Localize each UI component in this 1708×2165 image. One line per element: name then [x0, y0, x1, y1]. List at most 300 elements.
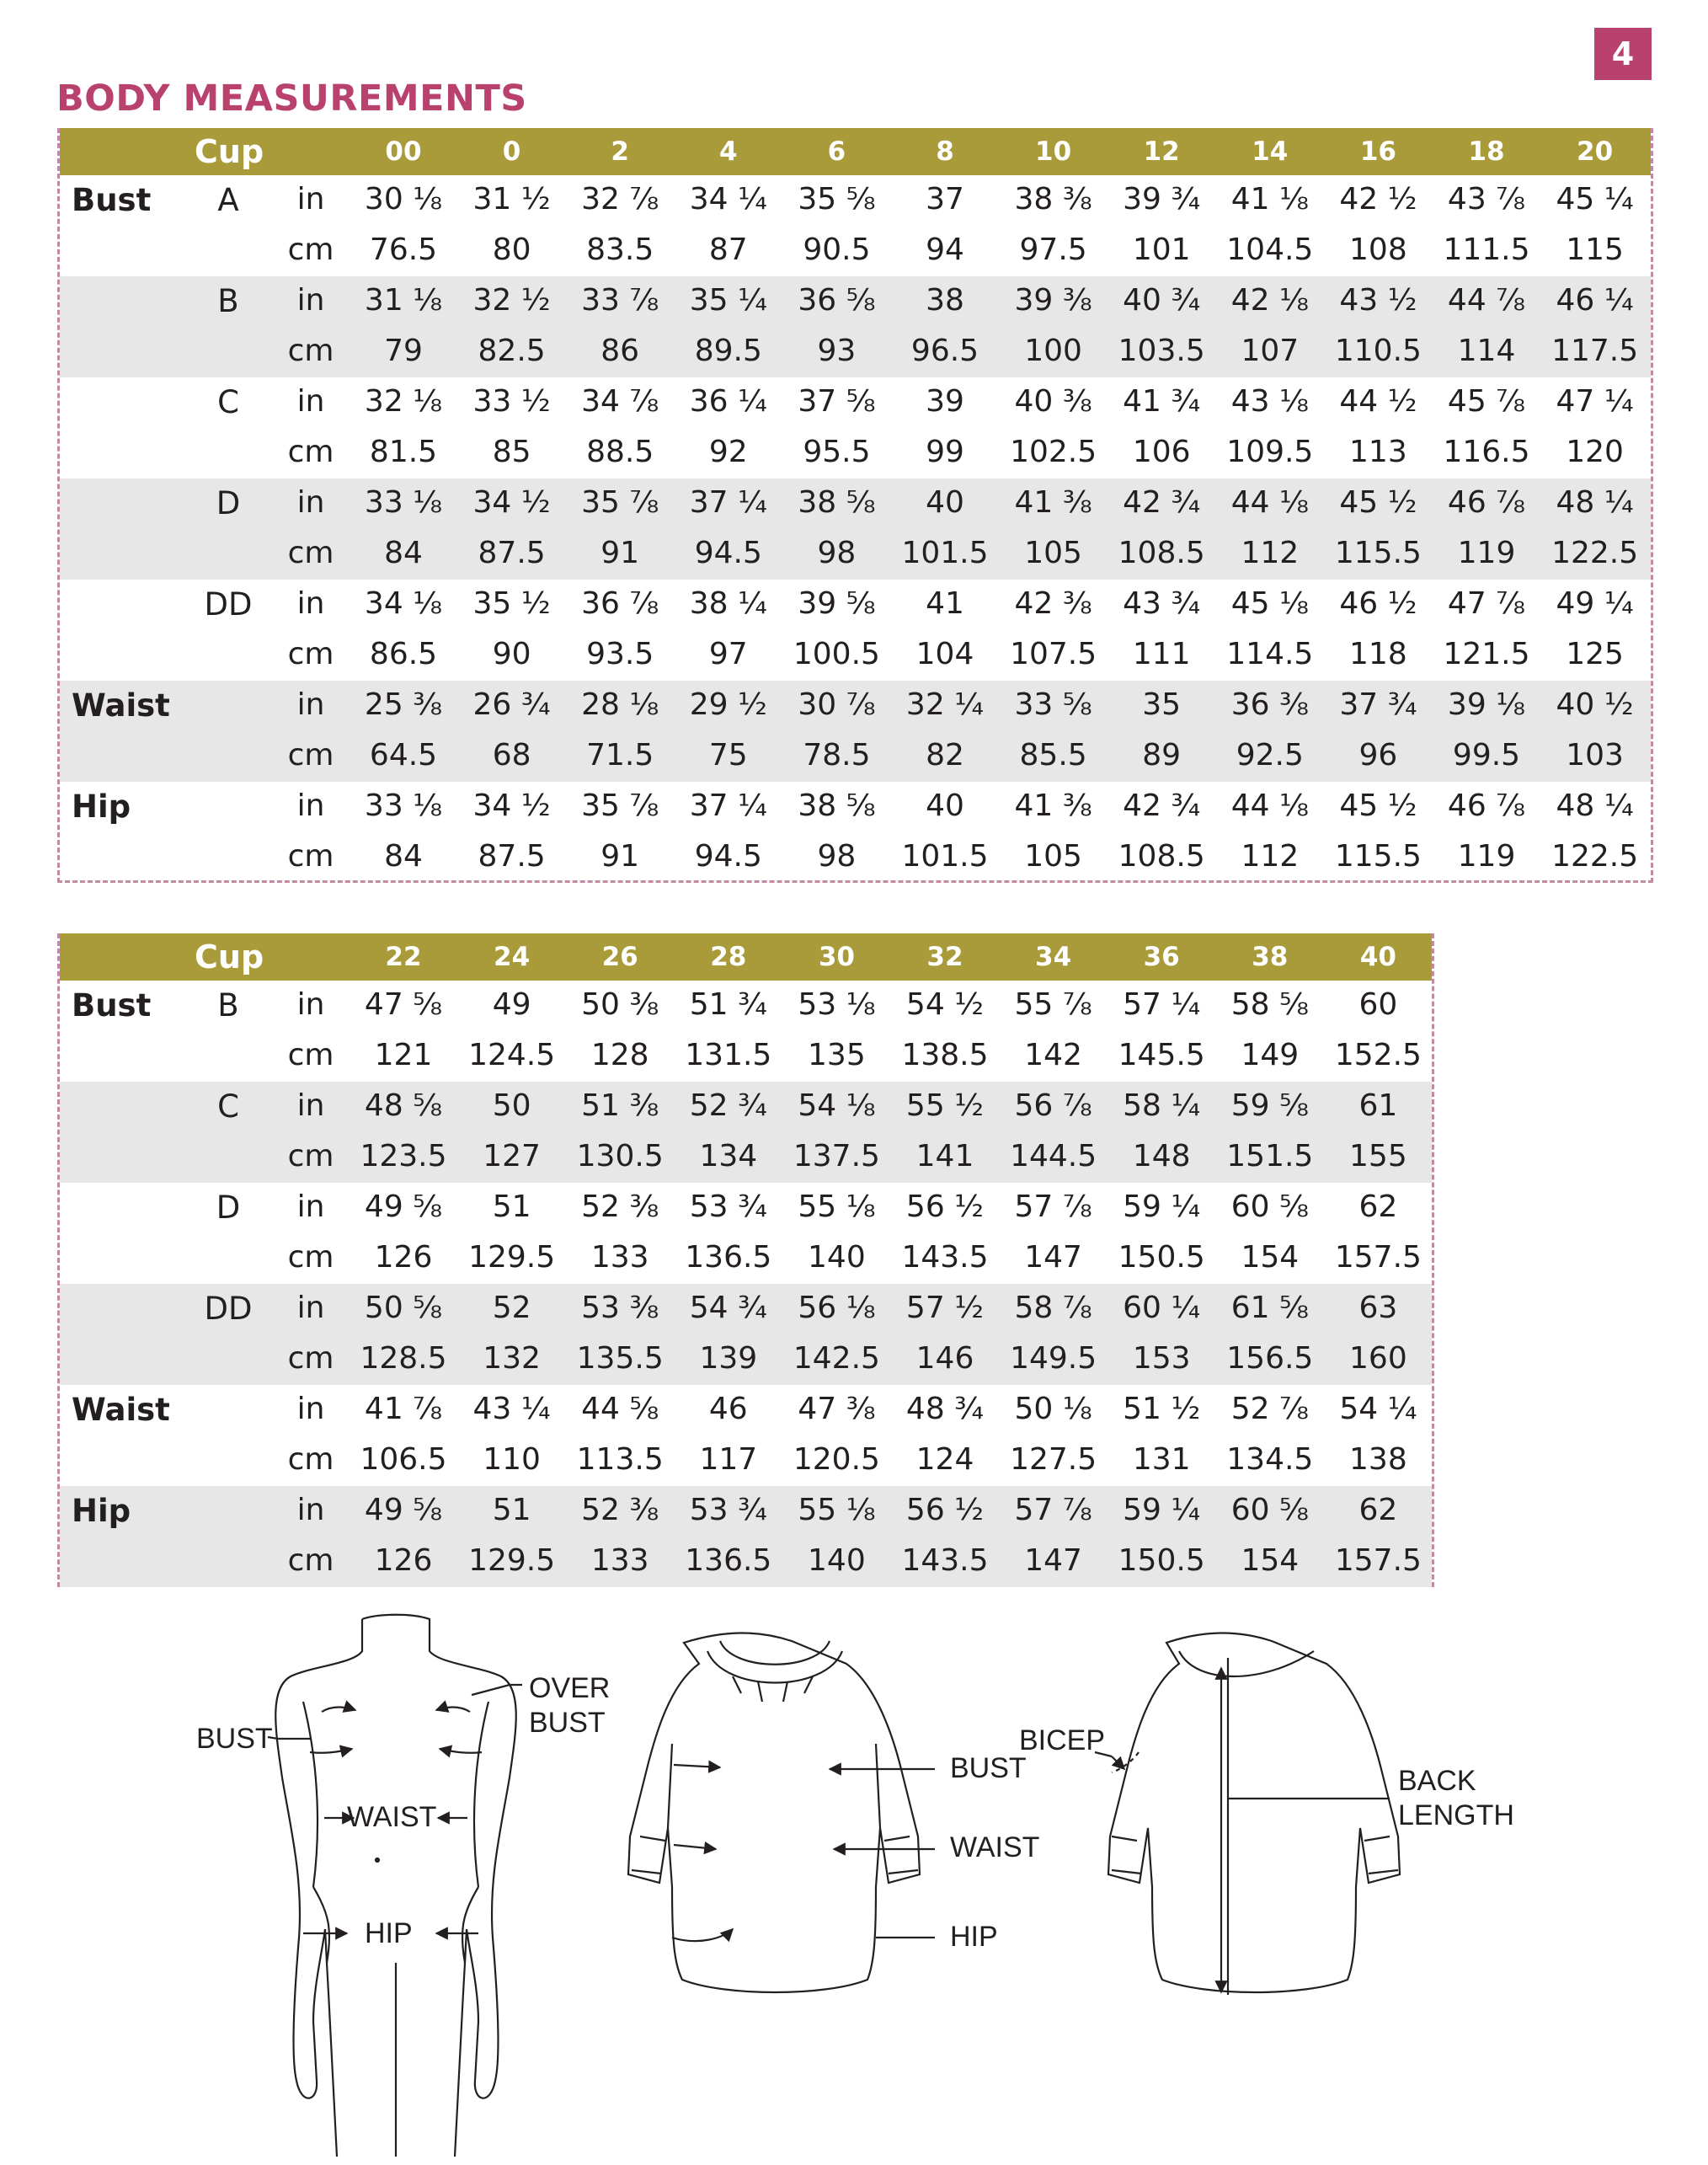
table-cell: 154 — [1241, 1240, 1300, 1275]
table-cell: 41 ⅜ — [1014, 485, 1092, 520]
row-category: Hip — [72, 1493, 131, 1529]
table-cell: 115.5 — [1334, 536, 1422, 570]
table-cell: 127.5 — [1010, 1442, 1097, 1477]
table-cell: 48 ¼ — [1556, 485, 1634, 520]
table-cell: 58 ⅝ — [1230, 987, 1309, 1022]
table-cell: 100.5 — [793, 637, 880, 671]
label-waist: WAIST — [347, 1801, 437, 1833]
label-bust: BUST — [196, 1723, 273, 1755]
table-cell: 30 ⅞ — [798, 687, 876, 722]
table-cell: 44 ½ — [1339, 384, 1417, 419]
table-cell: 71.5 — [586, 738, 654, 772]
table-cell: 122.5 — [1551, 839, 1639, 874]
table-cell: 32 ⅞ — [581, 182, 659, 216]
label-over-bust-2: BUST — [529, 1707, 606, 1739]
row-cup: DD — [204, 1291, 253, 1327]
table-cell: 44 ⅝ — [581, 1392, 659, 1426]
row-category: Waist — [72, 1392, 170, 1428]
table-cell: 38 — [926, 283, 964, 318]
row-unit: in — [296, 283, 325, 318]
table-cell: 103.5 — [1118, 334, 1205, 368]
table-cell: 109.5 — [1226, 435, 1314, 469]
table-cell: 46 ½ — [1339, 586, 1417, 621]
table-cell: 55 ⅛ — [798, 1189, 876, 1224]
table-cell: 149 — [1241, 1038, 1300, 1072]
table-cell: 133 — [590, 1240, 649, 1275]
row-unit: in — [296, 1189, 325, 1224]
table-cell: 138 — [1349, 1442, 1407, 1477]
table-cell: 47 ¼ — [1556, 384, 1634, 419]
table-cell: 115 — [1566, 233, 1624, 267]
table-cell: 43 ¼ — [472, 1392, 551, 1426]
table-cell: 35 ⅝ — [798, 182, 876, 216]
table-cell: 104.5 — [1226, 233, 1314, 267]
table-cell: 62 — [1358, 1189, 1398, 1224]
table-cell: 116.5 — [1443, 435, 1530, 469]
table-cell: 119 — [1457, 839, 1516, 874]
label-bicep: BICEP — [1019, 1724, 1106, 1756]
table-cell: 53 ⅜ — [581, 1291, 659, 1325]
table-cell: 97 — [708, 637, 748, 671]
table-cell: 58 ¼ — [1123, 1088, 1201, 1123]
row-cup: D — [216, 485, 241, 521]
table-cell: 49 ⅝ — [364, 1493, 443, 1527]
header-size: 14 — [1252, 136, 1289, 167]
table-cell: 131 — [1132, 1442, 1191, 1477]
header-size: 2 — [611, 136, 629, 167]
table-cell: 90 — [492, 637, 531, 671]
table-cell: 38 ¼ — [689, 586, 767, 621]
table-cell: 149.5 — [1010, 1341, 1097, 1376]
header-size: 38 — [1252, 942, 1289, 972]
table-cell: 43 ⅛ — [1230, 384, 1309, 419]
table-cell: 37 — [926, 182, 964, 216]
table-cell: 38 ⅜ — [1014, 182, 1092, 216]
table-cell: 34 ⅛ — [364, 586, 443, 621]
table-cell: 52 ⅜ — [581, 1493, 659, 1527]
row-unit: cm — [287, 536, 334, 570]
table-cell: 39 ⅝ — [798, 586, 876, 621]
table-cell: 42 ⅛ — [1230, 283, 1309, 318]
header-size: 24 — [494, 942, 531, 972]
table-cell: 105 — [1024, 839, 1082, 874]
table-cell: 58 ⅞ — [1014, 1291, 1092, 1325]
table-cell: 38 ⅝ — [798, 485, 876, 520]
row-unit: cm — [287, 839, 334, 874]
table-cell: 52 ¾ — [689, 1088, 767, 1123]
table-cell: 85 — [492, 435, 531, 469]
table-cell: 33 ⅛ — [364, 485, 443, 520]
table-cell: 37 ¼ — [689, 485, 767, 520]
table-cell: 110.5 — [1334, 334, 1422, 368]
table-cell: 51 ¾ — [689, 987, 767, 1022]
row-unit: in — [296, 788, 325, 823]
table-cell: 59 ¼ — [1123, 1493, 1201, 1527]
table-cell: 40 ⅜ — [1014, 384, 1092, 419]
table-cell: 87.5 — [478, 839, 546, 874]
table-cell: 94.5 — [694, 536, 762, 570]
table-cell: 41 ⅞ — [364, 1392, 443, 1426]
table-cell: 83.5 — [586, 233, 654, 267]
table-cell: 129.5 — [468, 1240, 556, 1275]
table-cell: 60 — [1358, 987, 1398, 1022]
table-cell: 133 — [590, 1543, 649, 1578]
table-cell: 132 — [483, 1341, 541, 1376]
table-cell: 35 — [1142, 687, 1182, 722]
table-cell: 85.5 — [1019, 738, 1087, 772]
table-cell: 47 ⅝ — [364, 987, 443, 1022]
row-unit: cm — [287, 1240, 334, 1275]
table-cell: 101 — [1132, 233, 1191, 267]
table-cell: 41 ⅛ — [1230, 182, 1309, 216]
table-cell: 53 ¾ — [689, 1493, 767, 1527]
table-cell: 39 ⅜ — [1014, 283, 1092, 318]
table-cell: 160 — [1349, 1341, 1407, 1376]
table-cell: 91 — [600, 536, 640, 570]
row-unit: cm — [287, 1442, 334, 1477]
row-unit: cm — [287, 334, 334, 368]
table-cell: 51 — [492, 1493, 531, 1527]
table-cell: 117.5 — [1551, 334, 1639, 368]
table-cell: 57 ½ — [905, 1291, 985, 1325]
table-cell: 39 — [926, 384, 964, 419]
table-cell: 108 — [1349, 233, 1407, 267]
table-cell: 101.5 — [901, 839, 989, 874]
table-cell: 90.5 — [803, 233, 871, 267]
table-cell: 62 — [1358, 1493, 1398, 1527]
table-cell: 141 — [915, 1139, 974, 1173]
table-cell: 98 — [817, 536, 857, 570]
table-cell: 119 — [1457, 536, 1516, 570]
table-cell: 43 ½ — [1339, 283, 1417, 318]
header-cup-label: Cup — [195, 133, 264, 170]
table-cell: 121.5 — [1443, 637, 1530, 671]
table-cell: 80 — [492, 233, 531, 267]
table-cell: 127 — [483, 1139, 541, 1173]
table-cell: 49 ⅝ — [364, 1189, 443, 1224]
table-cell: 100 — [1024, 334, 1082, 368]
table-cell: 54 ½ — [905, 987, 985, 1022]
table-cell: 48 ¼ — [1556, 788, 1634, 823]
table-cell: 25 ⅜ — [364, 687, 443, 722]
table-cell: 55 ⅛ — [798, 1493, 876, 1527]
table-cell: 51 ⅜ — [581, 1088, 659, 1123]
table-cell: 120.5 — [793, 1442, 880, 1477]
measurement-table-1 — [57, 128, 1653, 883]
table-cell: 40 ¾ — [1123, 283, 1201, 318]
table-cell: 147 — [1024, 1543, 1082, 1578]
table-cell: 56 ⅛ — [798, 1291, 876, 1325]
table-cell: 34 ¼ — [689, 182, 767, 216]
table-cell: 47 ⅜ — [798, 1392, 876, 1426]
table-cell: 87.5 — [478, 536, 546, 570]
table-cell: 112 — [1241, 536, 1300, 570]
table-cell: 37 ⅝ — [798, 384, 876, 419]
table-cell: 104 — [915, 637, 974, 671]
table-cell: 44 ⅞ — [1447, 283, 1526, 318]
header-size: 00 — [385, 136, 422, 167]
table-cell: 154 — [1241, 1543, 1300, 1578]
label-back-length-2: LENGTH — [1398, 1799, 1514, 1831]
table-cell: 124.5 — [468, 1038, 556, 1072]
table-cell: 122.5 — [1551, 536, 1639, 570]
body-form-drawing — [275, 1615, 516, 2157]
table-cell: 93.5 — [586, 637, 654, 671]
table-cell: 148 — [1132, 1139, 1191, 1173]
header-size: 20 — [1577, 136, 1614, 167]
table-cell: 113.5 — [576, 1442, 664, 1477]
table-cell: 155 — [1349, 1139, 1407, 1173]
header-size: 16 — [1359, 136, 1396, 167]
table-cell: 59 ¼ — [1123, 1189, 1201, 1224]
page-number-badge: 4 — [1594, 28, 1652, 80]
table-cell: 61 — [1358, 1088, 1398, 1123]
table-cell: 50 ⅜ — [581, 987, 659, 1022]
table-cell: 35 ⅞ — [581, 485, 659, 520]
table-cell: 99.5 — [1452, 738, 1521, 772]
row-unit: cm — [287, 738, 334, 772]
table-cell: 55 ½ — [905, 1088, 985, 1123]
table-cell: 96 — [1358, 738, 1398, 772]
table-cell: 124 — [915, 1442, 974, 1477]
table-cell: 41 ⅜ — [1014, 788, 1092, 823]
table-cell: 112 — [1241, 839, 1300, 874]
table-cell: 52 ⅜ — [581, 1189, 659, 1224]
table-cell: 86.5 — [369, 637, 438, 671]
table-cell: 50 ⅝ — [364, 1291, 443, 1325]
table-cell: 34 ½ — [472, 788, 551, 823]
table-cell: 36 ¼ — [689, 384, 767, 419]
header-size: 22 — [385, 942, 422, 972]
table-cell: 150.5 — [1118, 1543, 1205, 1578]
row-unit: in — [296, 1088, 325, 1123]
table-cell: 35 ¼ — [689, 283, 767, 318]
measurement-table-2 — [57, 933, 1434, 1587]
table-cell: 31 ½ — [472, 182, 551, 216]
table-cell: 121 — [374, 1038, 433, 1072]
table-cell: 151.5 — [1226, 1139, 1314, 1173]
label-blouse-bust: BUST — [950, 1752, 1027, 1784]
table-cell: 89.5 — [694, 334, 762, 368]
label-blouse-hip: HIP — [950, 1921, 998, 1953]
table-cell: 32 ½ — [472, 283, 551, 318]
row-unit: cm — [287, 637, 334, 671]
table-cell: 54 ⅛ — [798, 1088, 876, 1123]
table-cell: 52 — [492, 1291, 531, 1325]
table-cell: 146 — [915, 1341, 974, 1376]
table-cell: 41 — [926, 586, 964, 621]
table-cell: 56 ½ — [905, 1189, 985, 1224]
table-cell: 43 ¾ — [1123, 586, 1201, 621]
header-cup-label: Cup — [195, 938, 264, 976]
table-cell: 60 ⅝ — [1230, 1493, 1309, 1527]
table-cell: 45 ½ — [1339, 788, 1417, 823]
table-cell: 36 ⅞ — [581, 586, 659, 621]
row-cup: DD — [204, 586, 253, 623]
table-cell: 48 ⅝ — [364, 1088, 443, 1123]
table-cell: 107 — [1241, 334, 1300, 368]
table-cell: 26 ¾ — [472, 687, 551, 722]
table-cell: 45 ⅞ — [1447, 384, 1526, 419]
table-cell: 113 — [1349, 435, 1407, 469]
table-cell: 156.5 — [1226, 1341, 1314, 1376]
table-cell: 52 ⅞ — [1230, 1392, 1309, 1426]
table-cell: 102.5 — [1010, 435, 1097, 469]
table-cell: 91 — [600, 839, 640, 874]
table-cell: 103 — [1566, 738, 1624, 772]
table-cell: 79 — [384, 334, 423, 368]
table-cell: 40 — [926, 485, 964, 520]
header-size: 10 — [1035, 136, 1072, 167]
label-blouse-waist: WAIST — [950, 1831, 1040, 1863]
table-cell: 37 ¼ — [689, 788, 767, 823]
row-cup: D — [216, 1189, 241, 1226]
table-cell: 54 ¼ — [1339, 1392, 1417, 1426]
table-cell: 95.5 — [803, 435, 871, 469]
table-cell: 44 ⅛ — [1230, 788, 1309, 823]
page-title: BODY MEASUREMENTS — [56, 78, 527, 120]
table-cell: 33 ⅛ — [364, 788, 443, 823]
table-cell: 157.5 — [1334, 1240, 1422, 1275]
table-header — [60, 933, 1432, 981]
table-cell: 64.5 — [369, 738, 438, 772]
table-cell: 46 ⅞ — [1447, 788, 1526, 823]
table-cell: 106 — [1132, 435, 1191, 469]
label-hip: HIP — [365, 1917, 413, 1949]
table-cell: 88.5 — [586, 435, 654, 469]
table-cell: 46 ⅞ — [1447, 485, 1526, 520]
table-cell: 143.5 — [901, 1543, 989, 1578]
header-size: 8 — [936, 136, 954, 167]
table-cell: 46 ¼ — [1556, 283, 1634, 318]
table-cell: 54 ¾ — [689, 1291, 767, 1325]
measurement-diagram — [0, 1601, 1708, 2165]
table-cell: 30 ⅛ — [364, 182, 443, 216]
table-cell: 40 — [926, 788, 964, 823]
table-cell: 115.5 — [1334, 839, 1422, 874]
table-cell: 123.5 — [360, 1139, 447, 1173]
table-cell: 142 — [1024, 1038, 1082, 1072]
row-cup: C — [217, 1088, 239, 1125]
table-cell: 61 ⅝ — [1230, 1291, 1309, 1325]
table-cell: 35 ⅞ — [581, 788, 659, 823]
table-cell: 42 ¾ — [1123, 485, 1201, 520]
table-cell: 110 — [483, 1442, 541, 1477]
table-cell: 33 ⅝ — [1014, 687, 1092, 722]
table-cell: 53 ¾ — [689, 1189, 767, 1224]
table-cell: 107.5 — [1010, 637, 1097, 671]
header-size: 0 — [502, 136, 521, 167]
table-cell: 78.5 — [803, 738, 871, 772]
header-size: 36 — [1143, 942, 1180, 972]
table-cell: 98 — [817, 839, 857, 874]
table-cell: 152.5 — [1334, 1038, 1422, 1072]
table-cell: 45 ⅛ — [1230, 586, 1309, 621]
table-cell: 134.5 — [1226, 1442, 1314, 1477]
table-cell: 46 — [708, 1392, 748, 1426]
header-size: 6 — [827, 136, 846, 167]
table-cell: 38 ⅝ — [798, 788, 876, 823]
table-cell: 142.5 — [793, 1341, 880, 1376]
table-cell: 31 ⅛ — [364, 283, 443, 318]
row-unit: in — [296, 1493, 325, 1527]
table-cell: 59 ⅝ — [1230, 1088, 1309, 1123]
table-cell: 92.5 — [1236, 738, 1304, 772]
row-unit: in — [296, 987, 325, 1022]
table-cell: 51 — [492, 1189, 531, 1224]
table-cell: 60 ¼ — [1123, 1291, 1201, 1325]
table-cell: 44 ⅛ — [1230, 485, 1309, 520]
row-cup: A — [217, 182, 239, 218]
row-category: Bust — [72, 182, 152, 218]
table-cell: 129.5 — [468, 1543, 556, 1578]
table-cell: 56 ⅞ — [1014, 1088, 1092, 1123]
table-cell: 111 — [1132, 637, 1191, 671]
table-cell: 53 ⅛ — [798, 987, 876, 1022]
table-cell: 45 ½ — [1339, 485, 1417, 520]
table-header — [60, 128, 1651, 175]
header-size: 26 — [601, 942, 638, 972]
table-cell: 60 ⅝ — [1230, 1189, 1309, 1224]
table-cell: 96.5 — [910, 334, 979, 368]
table-cell: 117 — [699, 1442, 758, 1477]
row-unit: cm — [287, 435, 334, 469]
table-cell: 82.5 — [478, 334, 546, 368]
table-cell: 34 ⅞ — [581, 384, 659, 419]
row-unit: in — [296, 1291, 325, 1325]
table-cell: 135.5 — [576, 1341, 664, 1376]
row-unit: cm — [287, 1341, 334, 1376]
table-cell: 130.5 — [576, 1139, 664, 1173]
table-cell: 36 ⅜ — [1230, 687, 1309, 722]
table-cell: 84 — [384, 839, 423, 874]
table-cell: 111.5 — [1443, 233, 1530, 267]
label-back-length-1: BACK — [1398, 1765, 1476, 1797]
table-cell: 33 ½ — [472, 384, 551, 419]
table-cell: 57 ¼ — [1123, 987, 1201, 1022]
row-unit: cm — [287, 233, 334, 267]
table-cell: 86 — [600, 334, 640, 368]
table-cell: 138.5 — [901, 1038, 989, 1072]
table-cell: 144.5 — [1010, 1139, 1097, 1173]
row-unit: in — [296, 485, 325, 520]
table-cell: 128 — [590, 1038, 649, 1072]
row-unit: cm — [287, 1139, 334, 1173]
table-cell: 118 — [1349, 637, 1407, 671]
table-cell: 28 ⅛ — [581, 687, 659, 722]
table-cell: 57 ⅞ — [1014, 1493, 1092, 1527]
table-cell: 63 — [1358, 1291, 1398, 1325]
header-size: 18 — [1468, 136, 1505, 167]
row-category: Waist — [72, 687, 170, 724]
table-cell: 105 — [1024, 536, 1082, 570]
table-cell: 108.5 — [1118, 839, 1205, 874]
table-cell: 140 — [808, 1543, 866, 1578]
table-cell: 126 — [374, 1543, 433, 1578]
label-over-bust-1: OVER — [529, 1672, 611, 1704]
table-cell: 140 — [808, 1240, 866, 1275]
table-cell: 153 — [1132, 1341, 1191, 1376]
table-cell: 42 ¾ — [1123, 788, 1201, 823]
header-size: 30 — [818, 942, 855, 972]
table-cell: 92 — [708, 435, 748, 469]
table-cell: 125 — [1566, 637, 1624, 671]
table-cell: 108.5 — [1118, 536, 1205, 570]
table-cell: 94 — [926, 233, 964, 267]
table-cell: 84 — [384, 536, 423, 570]
row-cup: C — [217, 384, 239, 420]
table-cell: 33 ⅞ — [581, 283, 659, 318]
